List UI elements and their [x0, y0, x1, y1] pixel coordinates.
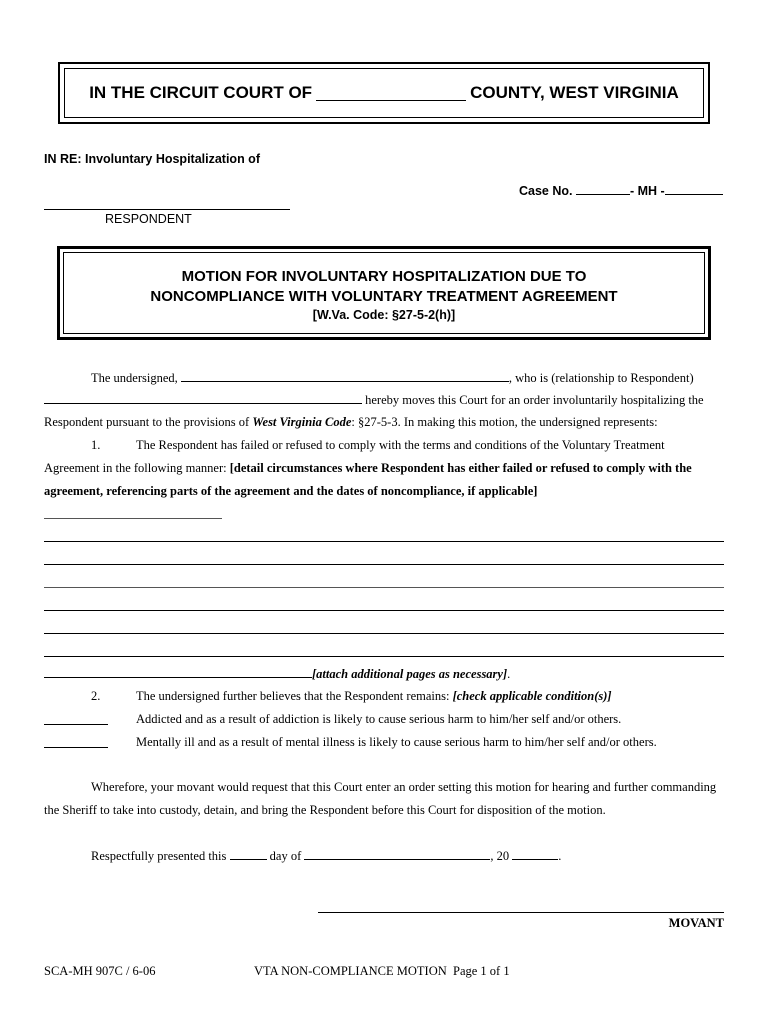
form-footer-title — [254, 964, 510, 979]
case-number-blank[interactable] — [576, 182, 630, 195]
presented-period: . — [558, 849, 562, 863]
in-re-line: IN RE: Involuntary Hospitalization of — [44, 152, 260, 166]
detail-line-0[interactable] — [44, 518, 222, 519]
option1-checkbox-line[interactable] — [44, 724, 108, 725]
detail-line-3[interactable] — [44, 587, 724, 588]
detail-line-2[interactable] — [44, 564, 724, 565]
case-label: Case No. — [519, 184, 573, 198]
month-blank[interactable] — [304, 847, 490, 860]
presented-label: Respectfully presented this — [91, 849, 227, 863]
detail-line-4[interactable] — [44, 610, 724, 611]
case-mh: - MH - — [629, 184, 665, 198]
item2-text-main: The undersigned further believes that the Respondent remains: — [136, 689, 450, 703]
county-blank[interactable] — [316, 86, 466, 101]
item1-number: 1. — [91, 438, 101, 452]
court-prefix: IN THE CIRCUIT COURT OF — [89, 83, 313, 102]
court-suffix: COUNTY, WEST VIRGINIA — [470, 83, 679, 102]
option2-text: Mentally ill and as a result of mental illness is likely to cause serious harm to him/her self and/or others. — [136, 735, 657, 749]
form-title: VTA NON-COMPLIANCE MOTION — [254, 964, 447, 978]
item1-text: The Respondent has failed or refused to comply with the terms and conditions of the Voluntary Treatment — [136, 438, 665, 452]
item2-instruction: [check applicable condition(s)] — [452, 689, 612, 703]
detail-line-7[interactable] — [44, 665, 312, 678]
code-reference: West Virginia Code — [252, 415, 352, 429]
provisions-text: Respondent pursuant to the provisions of — [44, 415, 250, 429]
movant-label: MOVANT — [668, 916, 724, 930]
presented-line — [91, 847, 561, 864]
item1-cont-text: Agreement in the following manner: — [44, 461, 227, 475]
para1-line2 — [44, 391, 704, 408]
attach-note: [attach additional pages as necessary] — [312, 667, 508, 681]
mh-number-blank[interactable] — [665, 182, 723, 195]
detail-line-1[interactable] — [44, 541, 724, 542]
option1-text: Addicted and as a result of addiction is likely to cause serious harm to him/her self and/or others. — [136, 712, 622, 726]
respondent-label: RESPONDENT — [105, 212, 192, 226]
detail-line-6[interactable] — [44, 656, 724, 657]
undersigned-label: The undersigned, — [91, 371, 178, 385]
item1-instruction: [detail circumstances where Respondent has either failed or refused to comply with the — [229, 461, 692, 475]
attach-line — [44, 665, 510, 682]
page-number: Page 1 of 1 — [453, 964, 510, 978]
item2-number: 2. — [91, 689, 101, 703]
attach-period: . — [507, 667, 511, 681]
day-blank[interactable] — [230, 847, 267, 860]
title-code: [W.Va. Code: §27-5-2(h)] — [312, 308, 456, 322]
relationship-label: , who is (relationship to Respondent) — [508, 371, 694, 385]
respondent-name-line[interactable] — [44, 209, 290, 210]
year-blank[interactable] — [512, 847, 558, 860]
title-line-2: NONCOMPLIANCE WITH VOLUNTARY TREATMENT AGREEMENT — [150, 288, 618, 305]
item1-instruction-2: agreement, referencing parts of the agreement and the dates of noncompliance, if applicable] — [44, 484, 538, 498]
wherefore-line1: Wherefore, your movant would request that this Court enter an order setting this motion for hearing and further commanding — [91, 780, 717, 794]
item2-text — [136, 688, 612, 704]
movant-signature-line[interactable] — [318, 912, 724, 913]
day-of-label: day of — [269, 849, 302, 863]
represents-text: : §27-5-3. In making this motion, the undersigned represents: — [351, 415, 658, 429]
moves-text: hereby moves this Court for an order involuntarily hospitalizing the — [365, 393, 704, 407]
case-number — [519, 182, 723, 198]
para1-line3 — [44, 414, 658, 430]
court-header — [64, 68, 704, 118]
title-line-1: MOTION FOR INVOLUNTARY HOSPITALIZATION DUE TO — [181, 268, 587, 285]
wherefore-line2: the Sheriff to take into custody, detain, and bring the Respondent before this Court for disposition of the motion. — [44, 803, 606, 817]
item1-cont — [44, 460, 692, 476]
option2-checkbox-line[interactable] — [44, 747, 108, 748]
para1-line1 — [91, 369, 694, 386]
relationship-blank[interactable] — [44, 391, 362, 404]
detail-line-5[interactable] — [44, 633, 724, 634]
motion-title — [63, 252, 705, 334]
form-id: SCA-MH 907C / 6-06 — [44, 964, 156, 978]
year-prefix: , 20 — [490, 849, 510, 863]
undersigned-name-blank[interactable] — [181, 369, 509, 382]
